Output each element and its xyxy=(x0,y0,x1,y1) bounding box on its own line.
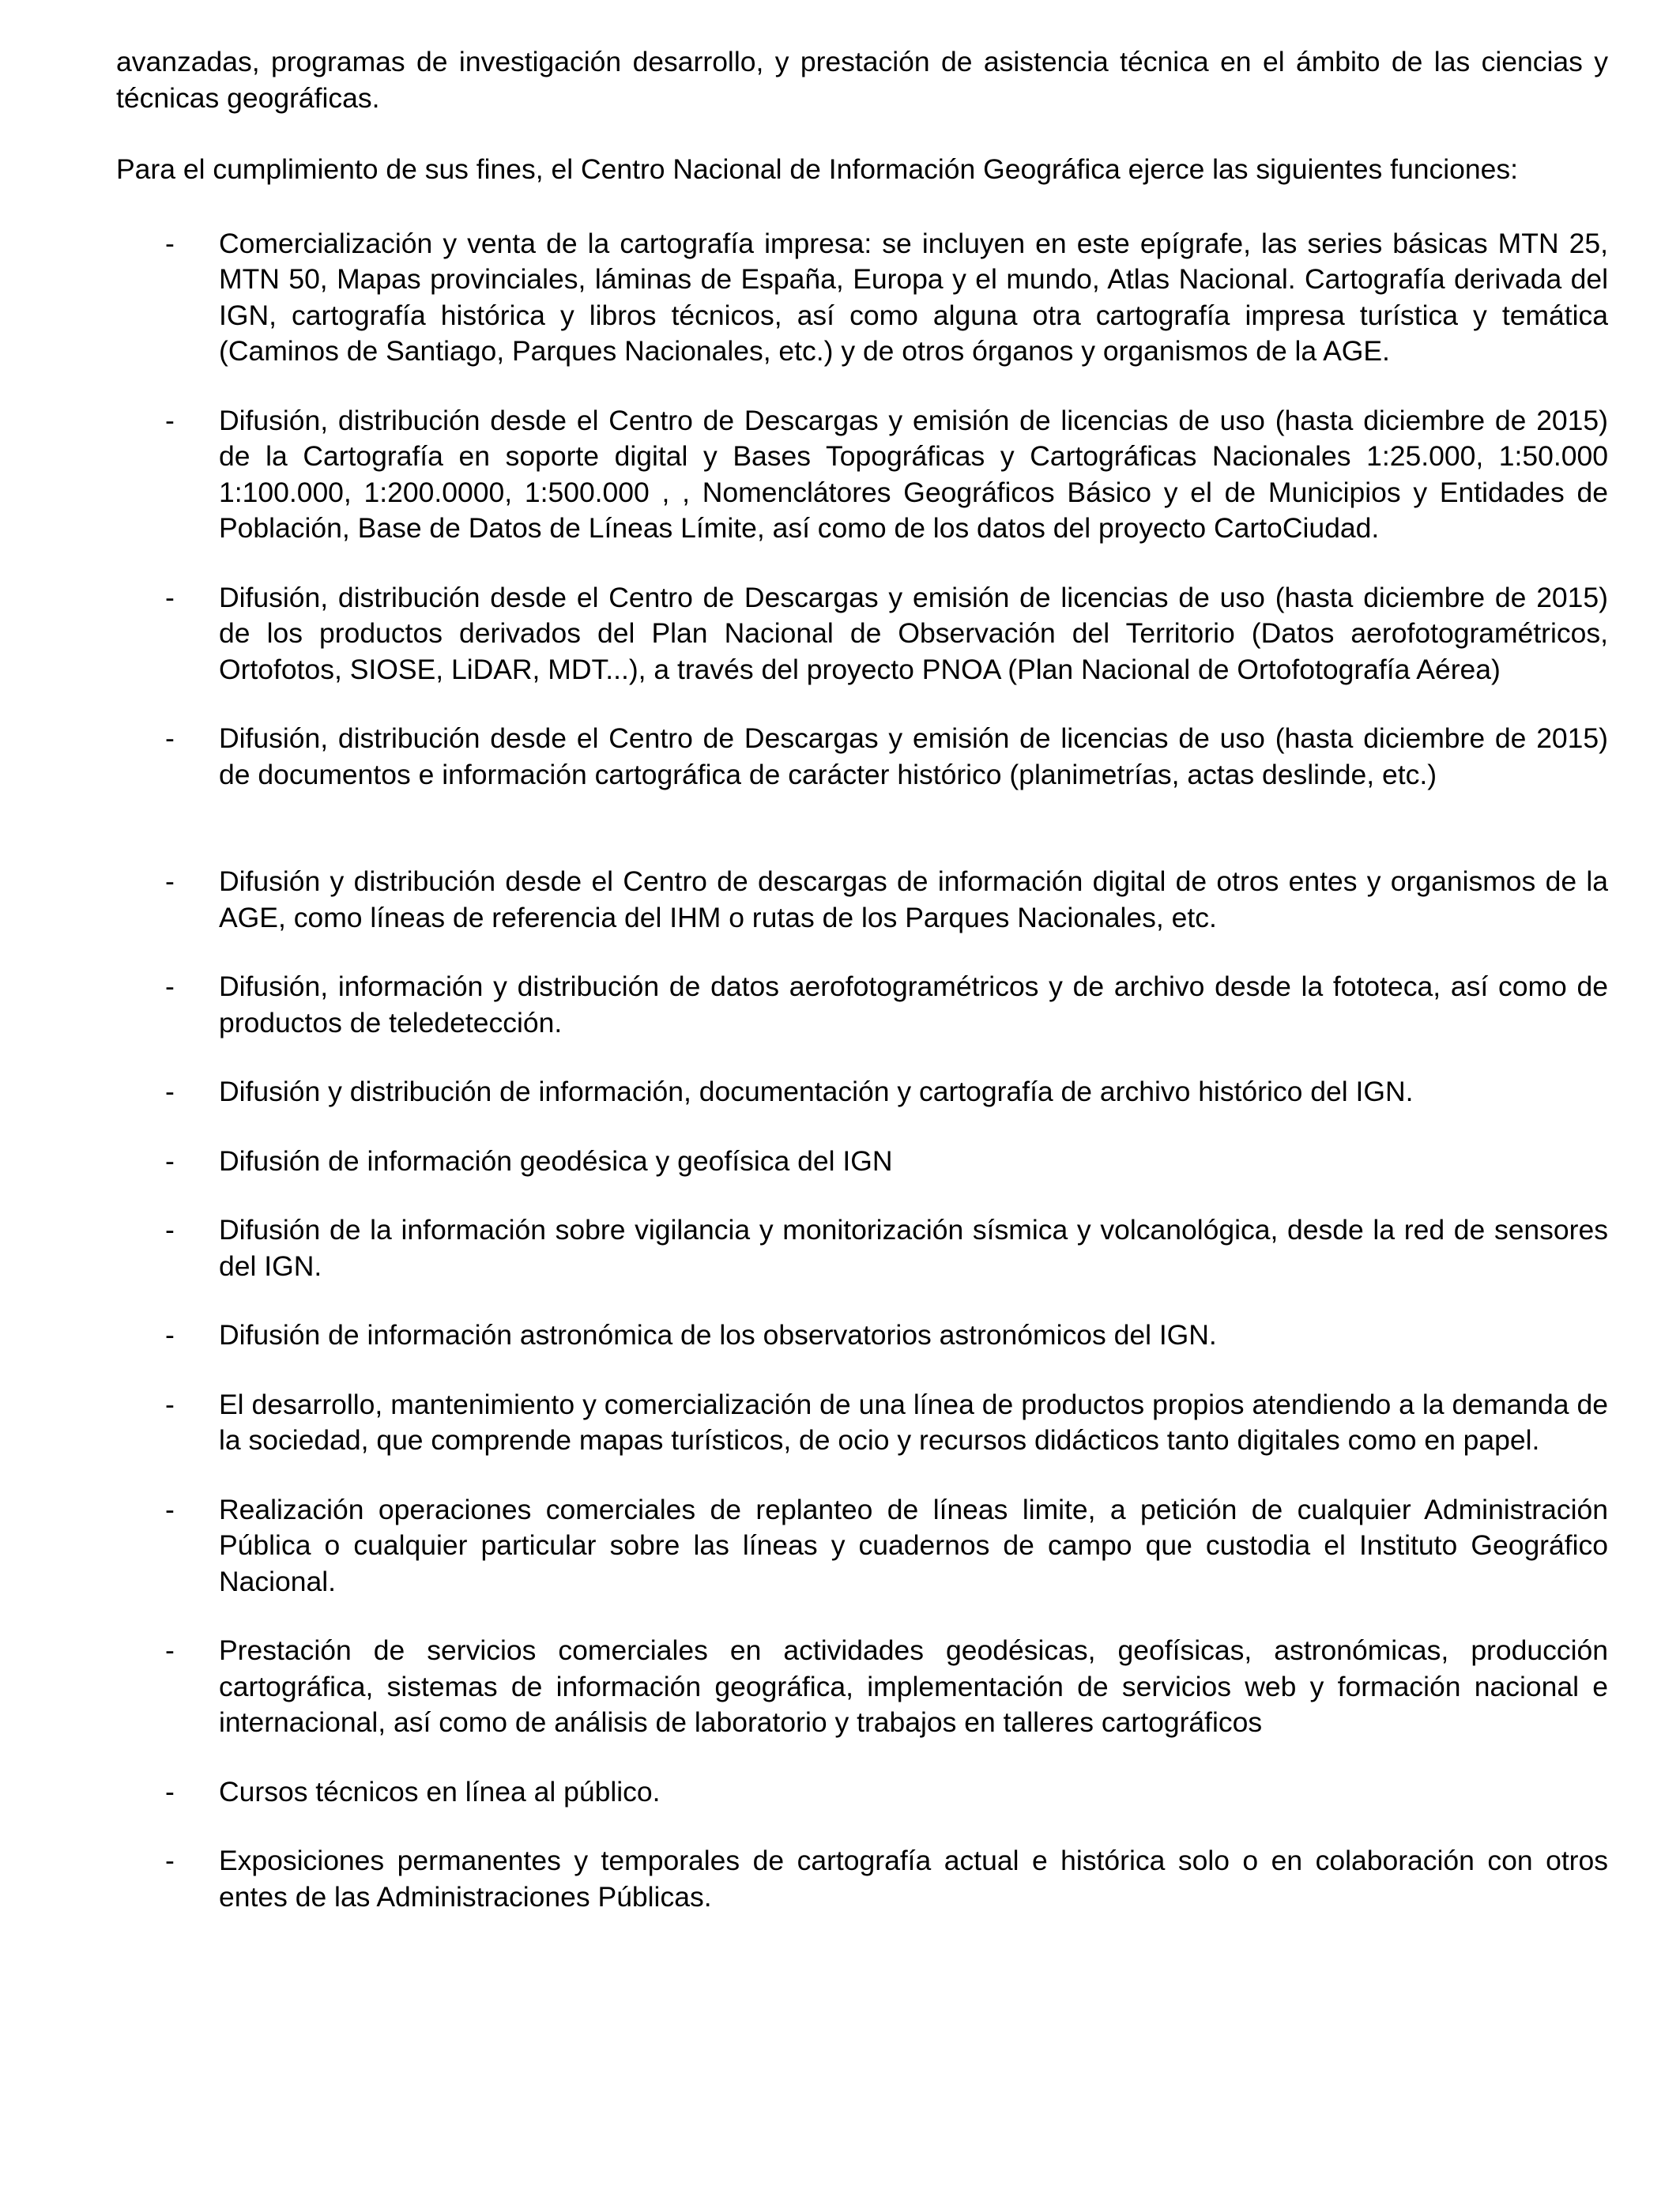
list-item-text: Difusión y distribución de información, documentación y cartografía de archivo histórico del IGN. xyxy=(219,1076,1414,1107)
list-item xyxy=(116,1318,1608,1354)
functions-intro-paragraph: Para el cumplimiento de sus fines, el Centro Nacional de Información Geográfica ejerce las siguientes funciones: xyxy=(116,153,1518,185)
list-item-text: Comercialización y venta de la cartografía impresa: se incluyen en este epígrafe, las series básicas MTN 25, MTN 50, Mapas provinciales, láminas de España, Europa y el mundo, Atlas Nacional. Cartografía derivada del IGN, cartografía histórica y libros técnicos, así como alguna otra cartografía impresa turística y temática (Caminos de Santiago, Parques Nacionales, etc.) y de otros órganos y organismos de la AGE. xyxy=(219,227,1608,367)
list-bullet: - xyxy=(165,404,175,436)
list-item-text: Difusión de información astronómica de los observatorios astronómicos del IGN. xyxy=(219,1319,1217,1351)
list-bullet: - xyxy=(165,1144,175,1177)
list-item xyxy=(116,864,1608,936)
list-item xyxy=(116,403,1608,547)
list-item-text: Exposiciones permanentes y temporales de cartografía actual e histórica solo o en colaboración con otros entes de las Administraciones Públicas. xyxy=(219,1845,1608,1913)
list-item xyxy=(116,969,1608,1041)
functions-list xyxy=(116,226,1608,1916)
list-item xyxy=(116,1387,1608,1459)
list-item xyxy=(116,1843,1608,1915)
list-bullet: - xyxy=(165,971,175,1002)
list-item-text: Difusión, distribución desde el Centro de Descargas y emisión de licencias de uso (hasta diciembre de 2015) de la Cartografía en soporte digital y Bases Topográficas y Cartográficas Nacionales 1:25.000, 1:50.000 1:100.000, 1:200.0000, 1:500.000 , , Nomenclátores Geográficos Básico y el de Municipios y Entidades de Población, Base de Datos de Líneas Límite, así como de los datos del proyecto CartoCiudad. xyxy=(219,404,1608,544)
list-item-text: Cursos técnicos en línea al público. xyxy=(219,1775,661,1808)
list-item-text: Difusión, distribución desde el Centro de Descargas y emisión de licencias de uso (hasta diciembre de 2015) de documentos e información cartográfica de carácter histórico (planimetrías, actas deslinde, etc.) xyxy=(219,722,1608,790)
list-bullet: - xyxy=(165,865,175,897)
intro-continuation-paragraph: avanzadas, programas de investigación desarrollo, y prestación de asistencia técnica en el ámbito de las ciencias y técnicas geográficas. xyxy=(116,46,1608,114)
list-item xyxy=(116,1212,1608,1284)
list-item xyxy=(116,1074,1608,1110)
list-bullet: - xyxy=(165,1775,175,1808)
list-bullet: - xyxy=(165,1319,175,1351)
list-bullet: - xyxy=(165,722,175,754)
list-bullet: - xyxy=(165,581,175,613)
list-item xyxy=(116,226,1608,370)
list-item-text: El desarrollo, mantenimiento y comercialización de una línea de productos propios atendiendo a la demanda de la sociedad, que comprende mapas turísticos, de ocio y recursos didácticos tanto digitales como en papel. xyxy=(219,1388,1608,1456)
list-item xyxy=(116,1633,1608,1741)
list-item-text: Difusión y distribución desde el Centro de descargas de información digital de otros entes y organismos de la AGE, como líneas de referencia del IHM o rutas de los Parques Nacionales, etc. xyxy=(219,865,1608,933)
list-item xyxy=(116,1144,1608,1180)
list-bullet: - xyxy=(165,1845,175,1876)
list-item xyxy=(116,1492,1608,1600)
list-bullet: - xyxy=(165,227,175,259)
document-page xyxy=(116,44,1608,1948)
list-item xyxy=(116,1774,1608,1811)
list-bullet: - xyxy=(165,1634,175,1666)
list-bullet: - xyxy=(165,1388,175,1420)
list-item-text: Difusión de información geodésica y geofísica del IGN xyxy=(219,1144,893,1177)
list-item xyxy=(116,580,1608,688)
list-item-text: Prestación de servicios comerciales en actividades geodésicas, geofísicas, astronómicas, producción cartográfica, sistemas de información geográfica, implementación de servicios web y formación nacional e internacional, así como de análisis de laboratorio y trabajos en talleres cartográficos xyxy=(219,1634,1608,1738)
list-item-text: Realización operaciones comerciales de replanteo de líneas limite, a petición de cualquier Administración Pública o cualquier particular sobre las líneas y cuadernos de campo que custodia el Instituto Geográfico Nacional. xyxy=(219,1493,1608,1597)
list-item xyxy=(116,721,1608,793)
list-bullet: - xyxy=(165,1214,175,1246)
list-bullet: - xyxy=(165,1493,175,1525)
list-item-text: Difusión, información y distribución de datos aerofotogramétricos y de archivo desde la fototeca, así como de productos de teledetección. xyxy=(219,971,1608,1039)
list-item-text: Difusión, distribución desde el Centro de Descargas y emisión de licencias de uso (hasta diciembre de 2015) de los productos derivados del Plan Nacional de Observación del Territorio (Datos aerofotogramétricos, Ortofotos, SIOSE, LiDAR, MDT...), a través del proyecto PNOA (Plan Nacional de Ortofotografía Aérea) xyxy=(219,581,1608,685)
list-bullet: - xyxy=(165,1076,175,1107)
list-item-text: Difusión de la información sobre vigilancia y monitorización sísmica y volcanológica, desde la red de sensores del IGN. xyxy=(219,1214,1608,1282)
